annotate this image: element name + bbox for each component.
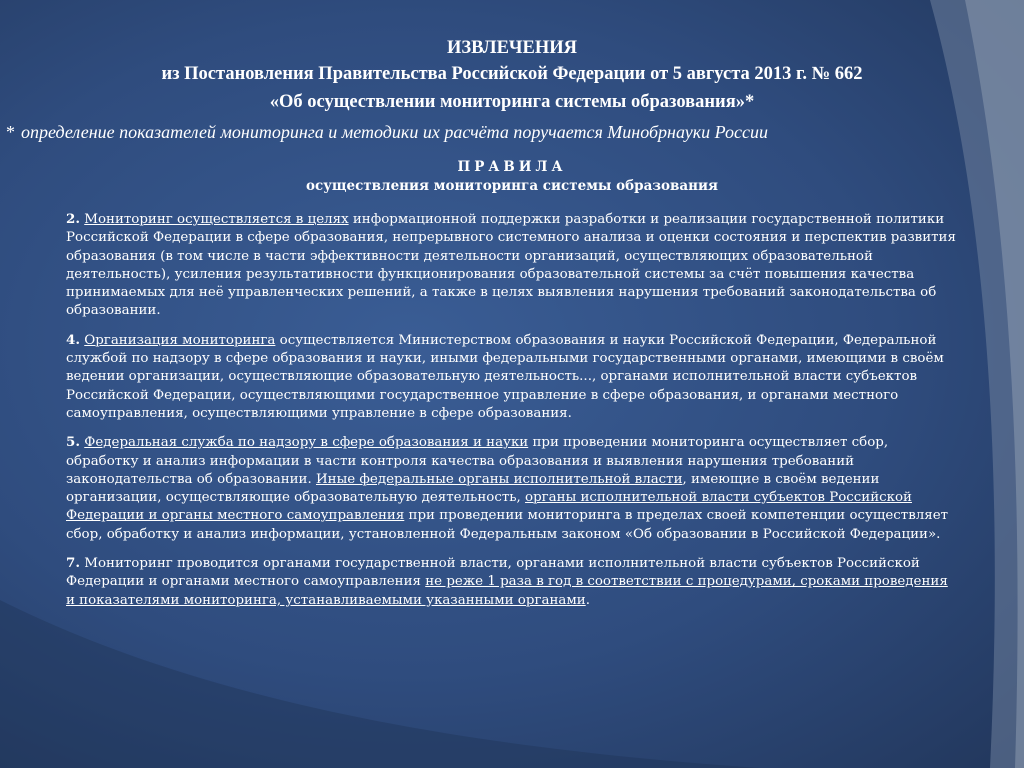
paragraph-4 [66, 331, 956, 423]
paragraph-5 [66, 433, 956, 544]
paragraph-number: 4. [66, 331, 80, 348]
paragraph-number: 5. [66, 434, 80, 451]
underlined-phrase: Мониторинг осуществляется в целях [84, 212, 349, 227]
paragraph-7 [66, 554, 956, 610]
paragraph-text: . [585, 592, 590, 608]
underlined-phrase: Федеральная служба по надзору в сфере образования и науки [84, 435, 529, 451]
paragraph-text: при проведении мониторинга осуществляет сбор, обработку и анализ информации в части контроля качества образования и выявления нарушения требований законодательства об образовании. [66, 435, 889, 487]
paragraph-2 [66, 210, 956, 321]
rules-subtitle: осуществления мониторинга системы образования [306, 178, 718, 194]
paragraph-number: 7. [66, 555, 80, 572]
underlined-phrase: Организация мониторинга [84, 332, 276, 348]
rules-body [66, 210, 956, 620]
footnote-text: определение показателей мониторинга и методики их расчёта поручается Минобрнауки России [21, 122, 768, 142]
header-resolution-title: «Об осуществлении мониторинга системы образования»* [269, 92, 755, 112]
underlined-phrase: не реже 1 раза в год в соответствии с процедурами, сроками проведения и показателями мониторинга, устанавливаемыми указанными органами [66, 574, 948, 608]
footnote-marker: * [6, 122, 15, 142]
underlined-phrase: органы исполнительной власти субъектов Российской Федерации и органы местного самоуправления [66, 490, 912, 524]
header-resolution: из Постановления Правительства Российской Федерации от 5 августа 2013 г. № 662 [161, 64, 863, 84]
paragraph-text: , имеющие в своём ведении организации, осуществляющие образовательную деятельность, [66, 471, 880, 506]
underlined-phrase: Иные федеральные органы исполнительной власти [315, 471, 683, 487]
rules-title: ПРАВИЛА [457, 159, 567, 175]
footnote [6, 120, 1022, 144]
header-title: ИЗВЛЕЧЕНИЯ [447, 38, 577, 58]
paragraph-text: информационной поддержки разработки и реализации государственной политики Российской Федерации в сфере образования, непрерывного системного анализа и оценки состояния и перспектив развития образования (в том числе в части эффективности деятельности организаций, осуществляющих образовательной деятельность), усиления результативности функционирования образовательной системы за счёт повышения качества принимаемых для неё управленческих решений, а также в целях выявления нарушения требований законодательства об образовании. [66, 212, 956, 319]
paragraph-number: 2. [66, 211, 80, 227]
paragraph-text: при проведении мониторинга в пределах своей компетенции осуществляет сбор, обработку и анализ информации, установленной Федеральным законом «Об образовании в Российской Федерации». [66, 508, 949, 542]
paragraph-text: Мониторинг проводится органами государственной власти, органами исполнительной власти субъектов Российской Федерации и органами местного самоуправления [66, 556, 920, 590]
paragraph-text: осуществляется Министерством образования и науки Российской Федерации, Федеральной службой по надзору в сфере образования и науки, иными федеральными государственными органами, имеющими в своём ведении организации, осуществляющие образовательную деятельность..., органами исполнительной власти субъектов Российской Федерации, осуществляющими государственное управление в сфере образования, и органами местного самоуправления, осуществляющими управление в сфере образования. [66, 332, 944, 421]
